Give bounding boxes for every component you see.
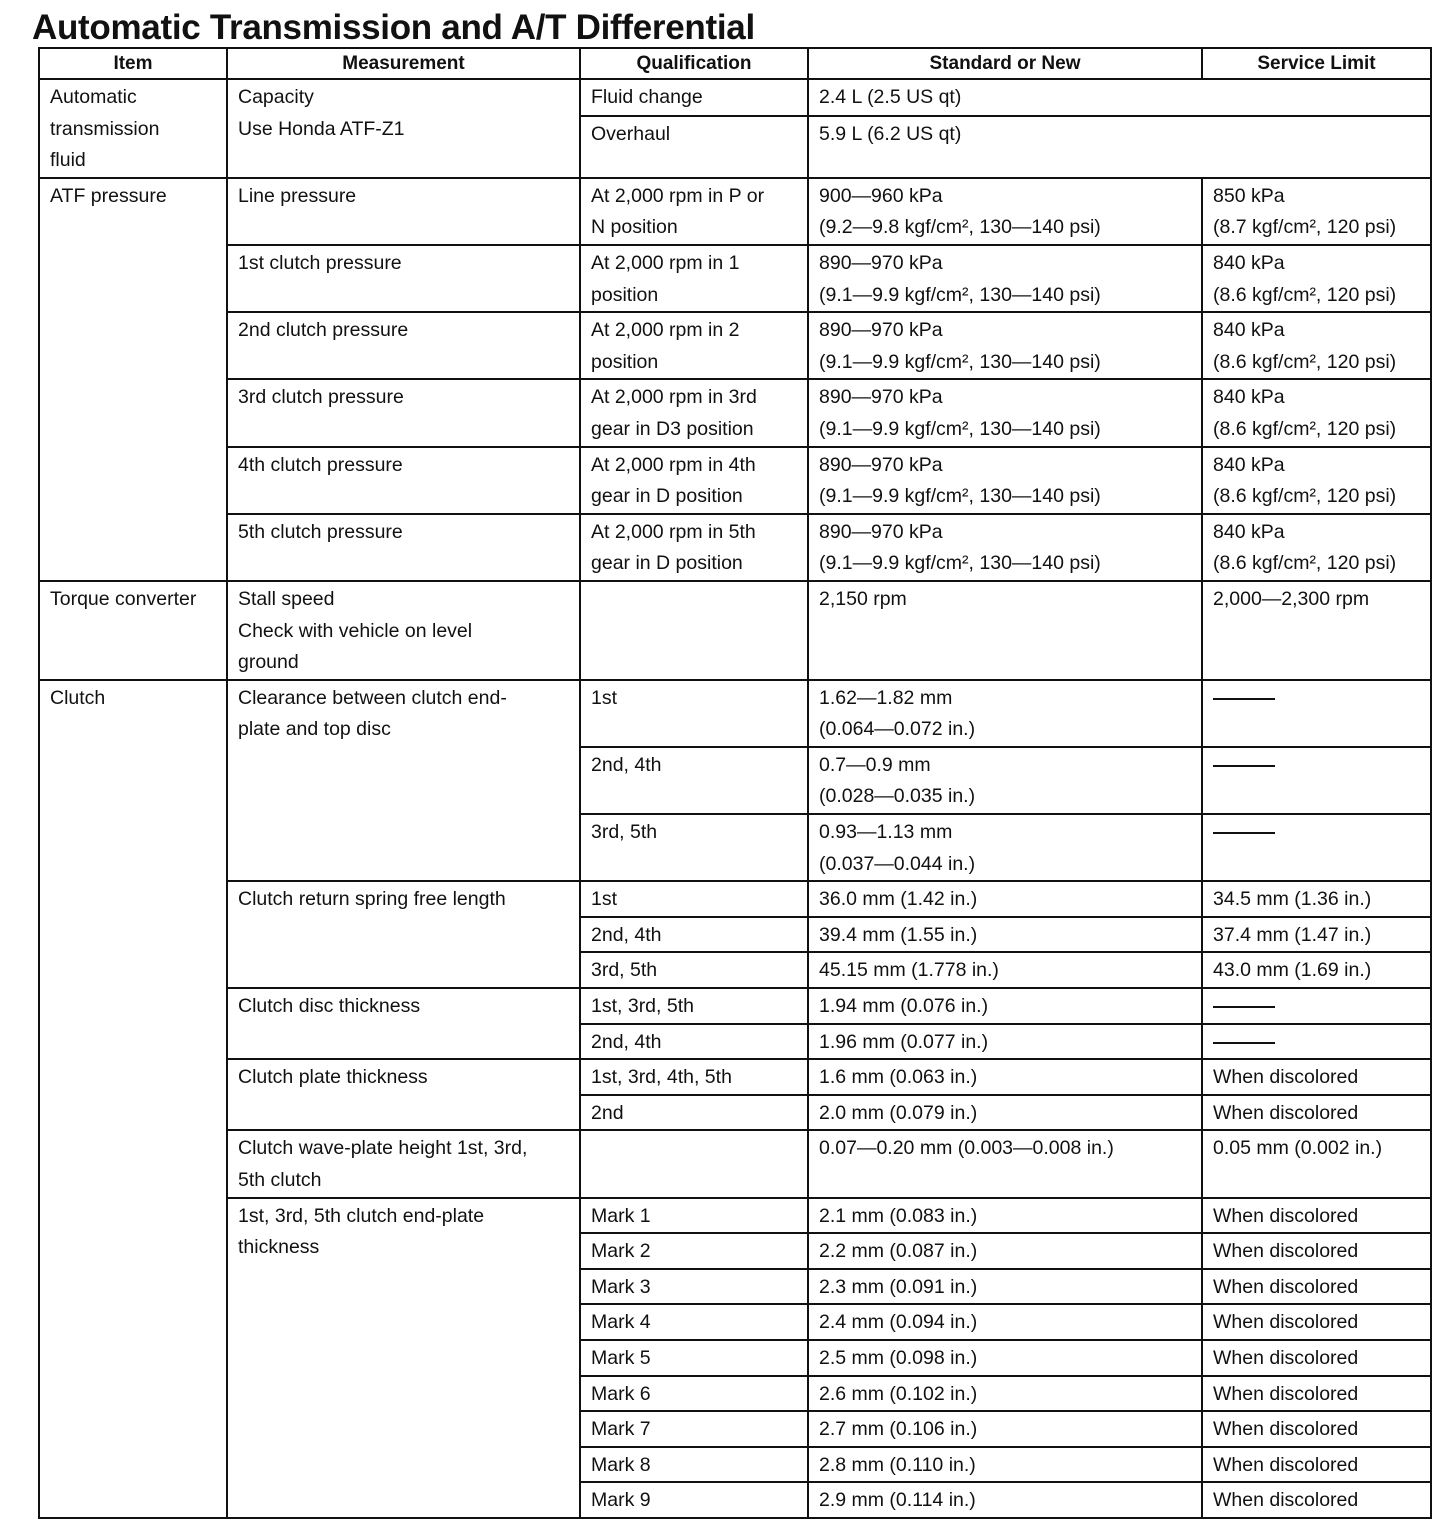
table-row xyxy=(39,379,1431,446)
standard-cell: 2.4 mm (0.094 in.) xyxy=(808,1304,1202,1340)
table-row xyxy=(39,447,1431,514)
qualification-text: At 2,000 rpm in 3rd xyxy=(591,386,757,409)
standard-text: 890—970 kPa xyxy=(819,453,943,476)
limit-text: 840 kPa xyxy=(1213,453,1285,476)
standard-cell: 36.0 mm (1.42 in.) xyxy=(808,881,1202,917)
limit-text: (8.6 kgf/cm², 120 psi) xyxy=(1213,552,1397,575)
limit-cell xyxy=(1202,447,1431,514)
measurement-cell: 5th clutch pressure xyxy=(227,514,580,581)
standard-cell: 2.7 mm (0.106 in.) xyxy=(808,1411,1202,1447)
standard-text: 890—970 kPa xyxy=(819,386,943,409)
standard-text: 0.93—1.13 mm xyxy=(819,821,953,844)
qualification-text: gear in D3 position xyxy=(591,417,754,440)
qualification-text: gear in D position xyxy=(591,552,743,575)
header-row xyxy=(39,48,1431,79)
limit-cell: When discolored xyxy=(1202,1269,1431,1305)
standard-cell: 0.07—0.20 mm (0.003—0.008 in.) xyxy=(808,1130,1202,1197)
standard-text: 900—960 kPa xyxy=(819,184,943,207)
qualification-cell: Mark 9 xyxy=(580,1482,808,1518)
table-row xyxy=(39,312,1431,379)
qualification-text: At 2,000 rpm in 5th xyxy=(591,520,756,543)
standard-cell: 2.3 mm (0.091 in.) xyxy=(808,1269,1202,1305)
qualification-cell: Mark 4 xyxy=(580,1304,808,1340)
qualification-cell: 2nd xyxy=(580,1095,808,1131)
limit-text: 840 kPa xyxy=(1213,386,1285,409)
standard-text: (9.1—9.9 kgf/cm², 130—140 psi) xyxy=(819,417,1101,440)
standard-text: (9.1—9.9 kgf/cm², 130—140 psi) xyxy=(819,350,1101,373)
standard-cell xyxy=(808,178,1202,245)
spec-table xyxy=(38,47,1432,1519)
measurement-text: Stall speed xyxy=(238,587,335,610)
page-title: Automatic Transmission and A/T Differential xyxy=(32,8,755,47)
table-row xyxy=(39,1130,1431,1197)
standard-cell xyxy=(808,312,1202,379)
standard-cell xyxy=(808,447,1202,514)
qualification-cell: Mark 2 xyxy=(580,1233,808,1269)
limit-cell: 37.4 mm (1.47 in.) xyxy=(1202,917,1431,953)
limit-cell: 2,000—2,300 rpm xyxy=(1202,581,1431,680)
measurement-text: Use Honda ATF-Z1 xyxy=(238,117,405,140)
standard-text: 1.62—1.82 mm xyxy=(819,686,953,709)
qualification-text: At 2,000 rpm in 1 xyxy=(591,251,740,274)
limit-cell: 0.05 mm (0.002 in.) xyxy=(1202,1130,1431,1197)
measurement-text: ground xyxy=(238,651,299,674)
table-row xyxy=(39,1198,1431,1234)
item-text: Automatic xyxy=(50,86,137,108)
limit-cell: When discolored xyxy=(1202,1447,1431,1483)
qualification-cell: Mark 8 xyxy=(580,1447,808,1483)
item-text: transmission xyxy=(50,117,160,140)
table-row xyxy=(39,1059,1431,1095)
limit-text: 840 kPa xyxy=(1213,251,1285,274)
limit-cell xyxy=(1202,680,1431,747)
limit-cell xyxy=(1202,178,1431,245)
standard-text: (0.064—0.072 in.) xyxy=(819,718,976,741)
standard-cell: 1.96 mm (0.077 in.) xyxy=(808,1024,1202,1060)
standard-text: 890—970 kPa xyxy=(819,319,943,342)
limit-cell xyxy=(1202,312,1431,379)
standard-cell: 39.4 mm (1.55 in.) xyxy=(808,917,1202,953)
limit-cell xyxy=(1202,988,1431,1024)
standard-cell xyxy=(808,514,1202,581)
measurement-cell xyxy=(227,79,580,178)
qualification-cell: 2nd, 4th xyxy=(580,747,808,814)
item-cell: ATF pressure xyxy=(39,178,227,581)
qualification-cell: 3rd, 5th xyxy=(580,952,808,988)
qualification-cell: 1st, 3rd, 5th xyxy=(580,988,808,1024)
standard-cell xyxy=(808,680,1202,747)
qualification-cell xyxy=(580,514,808,581)
qualification-cell: Mark 1 xyxy=(580,1198,808,1234)
qualification-cell: 2nd, 4th xyxy=(580,1024,808,1060)
dash-line xyxy=(1213,1042,1275,1058)
measurement-cell xyxy=(227,581,580,680)
qualification-text: position xyxy=(591,350,659,373)
standard-cell: 2.0 mm (0.079 in.) xyxy=(808,1095,1202,1131)
measurement-text: Capacity xyxy=(238,86,314,108)
table-row xyxy=(39,79,1431,116)
limit-cell: When discolored xyxy=(1202,1304,1431,1340)
measurement-text: Check with vehicle on level xyxy=(238,619,473,642)
qualification-text: position xyxy=(591,283,659,306)
header-item: Item xyxy=(39,48,227,79)
measurement-cell xyxy=(227,1198,580,1518)
dash-line xyxy=(1213,765,1275,781)
qualification-cell: 3rd, 5th xyxy=(580,814,808,881)
standard-text: 890—970 kPa xyxy=(819,251,943,274)
header-measurement: Measurement xyxy=(227,48,580,79)
qualification-cell xyxy=(580,178,808,245)
qualification-text: N position xyxy=(591,216,678,239)
measurement-cell: Clutch return spring free length xyxy=(227,881,580,988)
standard-text: (9.1—9.9 kgf/cm², 130—140 psi) xyxy=(819,485,1101,508)
limit-cell xyxy=(1202,514,1431,581)
header-service-limit: Service Limit xyxy=(1202,48,1431,79)
table-row xyxy=(39,881,1431,917)
standard-text: (9.1—9.9 kgf/cm², 130—140 psi) xyxy=(819,552,1101,575)
limit-cell: When discolored xyxy=(1202,1095,1431,1131)
limit-text: (8.7 kgf/cm², 120 psi) xyxy=(1213,216,1397,239)
limit-text: (8.6 kgf/cm², 120 psi) xyxy=(1213,485,1397,508)
measurement-cell: 3rd clutch pressure xyxy=(227,379,580,446)
standard-cell xyxy=(808,245,1202,312)
measurement-cell: Clutch plate thickness xyxy=(227,1059,580,1130)
dash-line xyxy=(1213,832,1275,848)
limit-cell: 43.0 mm (1.69 in.) xyxy=(1202,952,1431,988)
qualification-text: gear in D position xyxy=(591,485,743,508)
standard-text: (0.028—0.035 in.) xyxy=(819,785,976,808)
limit-cell: When discolored xyxy=(1202,1482,1431,1518)
qualification-cell: 1st xyxy=(580,680,808,747)
measurement-text: 5th clutch xyxy=(238,1169,322,1191)
limit-cell xyxy=(1202,1024,1431,1060)
standard-cell: 45.15 mm (1.778 in.) xyxy=(808,952,1202,988)
qualification-cell: Mark 3 xyxy=(580,1269,808,1305)
limit-text: (8.6 kgf/cm², 120 psi) xyxy=(1213,417,1397,440)
measurement-text: thickness xyxy=(238,1236,320,1259)
qualification-cell xyxy=(580,379,808,446)
limit-cell: When discolored xyxy=(1202,1059,1431,1095)
qualification-text: At 2,000 rpm in 2 xyxy=(591,319,740,342)
limit-text: 850 kPa xyxy=(1213,184,1285,207)
qualification-cell xyxy=(580,581,808,680)
limit-cell: When discolored xyxy=(1202,1198,1431,1234)
limit-cell: When discolored xyxy=(1202,1411,1431,1447)
item-cell: Clutch xyxy=(39,680,227,1518)
standard-text: (9.1—9.9 kgf/cm², 130—140 psi) xyxy=(819,283,1101,306)
standard-cell: 2.6 mm (0.102 in.) xyxy=(808,1376,1202,1412)
measurement-cell: Clutch disc thickness xyxy=(227,988,580,1059)
qualification-cell: Mark 5 xyxy=(580,1340,808,1376)
limit-text: 840 kPa xyxy=(1213,319,1285,342)
measurement-cell: 2nd clutch pressure xyxy=(227,312,580,379)
standard-cell: 2.1 mm (0.083 in.) xyxy=(808,1198,1202,1234)
standard-text: (9.2—9.8 kgf/cm², 130—140 psi) xyxy=(819,216,1101,239)
limit-cell: 34.5 mm (1.36 in.) xyxy=(1202,881,1431,917)
standard-cell: 2.8 mm (0.110 in.) xyxy=(808,1447,1202,1483)
limit-cell xyxy=(1202,747,1431,814)
limit-cell xyxy=(1202,379,1431,446)
item-cell: Torque converter xyxy=(39,581,227,680)
table-row xyxy=(39,514,1431,581)
measurement-text: Clearance between clutch end- xyxy=(238,686,507,709)
standard-cell: 2.5 mm (0.098 in.) xyxy=(808,1340,1202,1376)
qualification-cell: 2nd, 4th xyxy=(580,917,808,953)
standard-cell: 2.9 mm (0.114 in.) xyxy=(808,1482,1202,1518)
standard-cell: 1.6 mm (0.063 in.) xyxy=(808,1059,1202,1095)
limit-cell: When discolored xyxy=(1202,1376,1431,1412)
qualification-cell: 1st xyxy=(580,881,808,917)
limit-text: (8.6 kgf/cm², 120 psi) xyxy=(1213,283,1397,306)
table-row xyxy=(39,245,1431,312)
header-qualification: Qualification xyxy=(580,48,808,79)
standard-cell: 2.2 mm (0.087 in.) xyxy=(808,1233,1202,1269)
standard-cell xyxy=(808,379,1202,446)
limit-text: (8.6 kgf/cm², 120 psi) xyxy=(1213,350,1397,373)
standard-text: (0.037—0.044 in.) xyxy=(819,852,976,875)
dash-line xyxy=(1213,698,1275,714)
qualification-cell xyxy=(580,1130,808,1197)
measurement-cell xyxy=(227,1130,580,1197)
table-row xyxy=(39,988,1431,1024)
qualification-text: At 2,000 rpm in P or xyxy=(591,184,765,207)
limit-cell: When discolored xyxy=(1202,1340,1431,1376)
qualification-cell: Overhaul xyxy=(580,116,808,178)
qualification-cell xyxy=(580,447,808,514)
standard-cell: 5.9 L (6.2 US qt) xyxy=(808,116,1431,178)
standard-cell: 2.4 L (2.5 US qt) xyxy=(808,79,1431,116)
item-text: fluid xyxy=(50,149,86,172)
standard-cell xyxy=(808,814,1202,881)
measurement-cell: 4th clutch pressure xyxy=(227,447,580,514)
standard-cell xyxy=(808,747,1202,814)
measurement-text: plate and top disc xyxy=(238,718,391,741)
qualification-cell: Fluid change xyxy=(580,79,808,116)
measurement-cell: 1st clutch pressure xyxy=(227,245,580,312)
limit-cell xyxy=(1202,245,1431,312)
dash-line xyxy=(1213,1006,1275,1022)
table-row xyxy=(39,178,1431,245)
standard-cell: 2,150 rpm xyxy=(808,581,1202,680)
measurement-text: 1st, 3rd, 5th clutch end-plate xyxy=(238,1204,485,1227)
table-row xyxy=(39,581,1431,680)
item-cell xyxy=(39,79,227,178)
limit-cell xyxy=(1202,814,1431,881)
standard-text: 890—970 kPa xyxy=(819,520,943,543)
limit-text: 840 kPa xyxy=(1213,520,1285,543)
table-row xyxy=(39,680,1431,747)
qualification-text: At 2,000 rpm in 4th xyxy=(591,453,756,476)
qualification-cell: Mark 6 xyxy=(580,1376,808,1412)
measurement-text: Clutch wave-plate height 1st, 3rd, xyxy=(238,1137,528,1160)
qualification-cell: Mark 7 xyxy=(580,1411,808,1447)
qualification-cell xyxy=(580,312,808,379)
measurement-cell xyxy=(227,680,580,882)
qualification-cell: 1st, 3rd, 4th, 5th xyxy=(580,1059,808,1095)
header-standard: Standard or New xyxy=(808,48,1202,79)
standard-cell: 1.94 mm (0.076 in.) xyxy=(808,988,1202,1024)
limit-cell: When discolored xyxy=(1202,1233,1431,1269)
standard-text: 0.7—0.9 mm xyxy=(819,753,931,776)
measurement-cell: Line pressure xyxy=(227,178,580,245)
qualification-cell xyxy=(580,245,808,312)
